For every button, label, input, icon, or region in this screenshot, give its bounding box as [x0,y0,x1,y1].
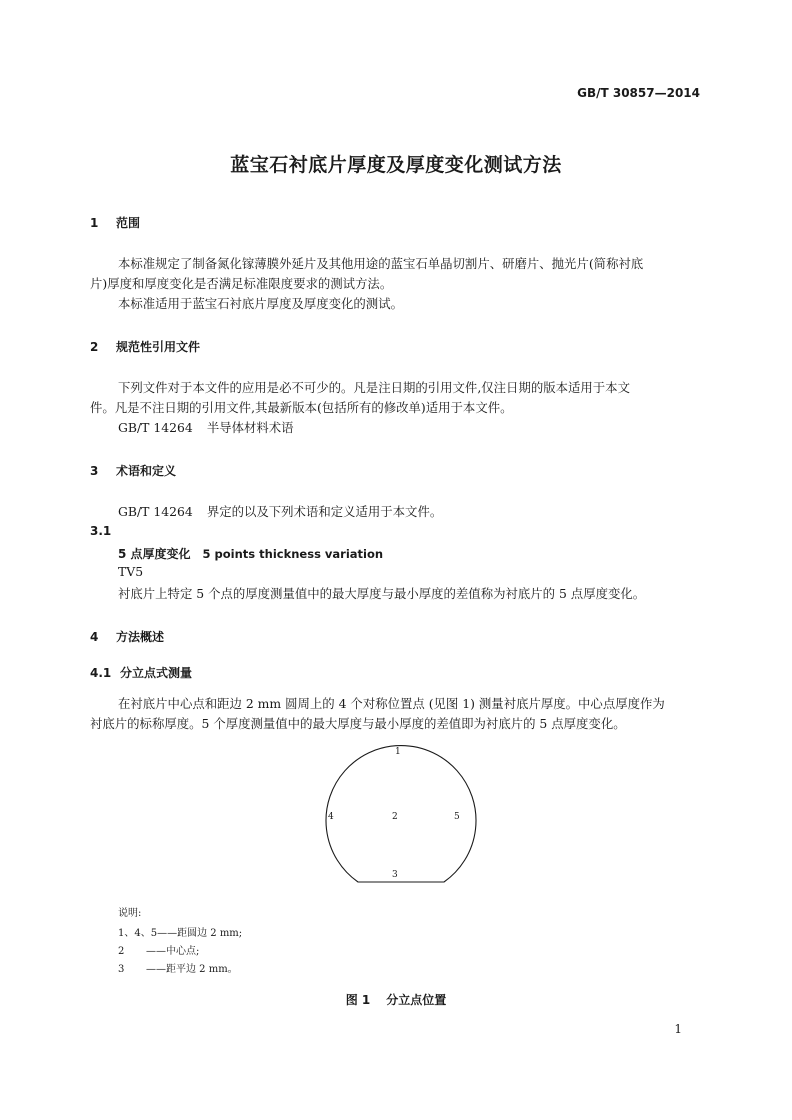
reference-title: 半导体材料术语 [206,420,294,435]
paragraph-line: 件。凡是不注日期的引用文件,其最新版本(包括所有的修改单)适用于本文件。 [90,400,513,415]
wafer-figure [312,738,482,886]
reference-entry [118,418,294,436]
section-title: 方法概述 [116,630,165,644]
paragraph-line: 下列文件对于本文件的应用是必不可少的。凡是注日期的引用文件,仅注日期的版本适用于本文 [118,380,630,395]
legend-key: 3 [118,964,125,975]
point-label-1: 1 [395,747,401,757]
section-number: 2 [90,340,99,354]
paragraph-line: 衬底片的标称厚度。5 个厚度测量值中的最大厚度与最小厚度的差值即为衬底片的 5 点厚度变化。 [90,716,626,731]
section-number: 4 [90,630,99,644]
term-definition: 衬底片上特定 5 个点的厚度测量值中的最大厚度与最小厚度的差值称为衬底片的 5 点厚度变化。 [118,586,646,601]
paragraph: 本标准适用于蓝宝石衬底片厚度及厚度变化的测试。 [118,296,403,311]
document-title: 蓝宝石衬底片厚度及厚度变化测试方法 [230,154,562,176]
section-title: 范围 [116,216,141,230]
legend-title: 说明: [118,908,142,919]
section-number: 1 [90,216,99,230]
legend-text: ——距平边 2 mm。 [146,964,238,975]
figure-caption [0,991,792,1008]
figure-caption-text: 分立点位置 [386,993,447,1007]
point-label-5: 5 [454,812,460,822]
paragraph-text: 界定的以及下列术语和定义适用于本文件。 [206,504,443,519]
section-3-heading [90,462,176,479]
legend-item [118,942,199,957]
paragraph-line: 在衬底片中心点和距边 2 mm 圆周上的 4 个对称位置点 (见图 1) 测量衬底片厚度。中心点厚度作为 [118,696,665,711]
paragraph-line: 本标准规定了制备氮化镓薄膜外延片及其他用途的蓝宝石单晶切割片、研磨片、抛光片(简称衬底 [118,256,644,271]
section-title: 术语和定义 [116,464,177,478]
legend-text: ——中心点; [146,946,200,957]
term-chinese: 5 点厚度变化 [118,547,191,561]
section-title: 规范性引用文件 [116,340,201,354]
term-number: 3.1 [90,524,112,538]
legend-text: ——距圆边 2 mm; [157,928,243,939]
term-abbreviation: TV5 [118,564,144,579]
point-label-3: 3 [392,870,398,880]
subsection-title: 分立点式测量 [120,666,193,680]
standard-code: GB/T 30857—2014 [577,86,700,100]
reference-code: GB/T 14264 [118,504,193,519]
section-2-heading [90,338,200,355]
paragraph-line: 片)厚度和厚度变化是否满足标准限度要求的测试方法。 [90,276,393,291]
legend-key: 1、4、5 [118,928,158,939]
reference-code: GB/T 14264 [118,420,193,435]
subsection-4-1-heading [90,664,192,681]
section-number: 3 [90,464,99,478]
section-1-heading [90,214,140,231]
subsection-number: 4.1 [90,666,112,680]
legend-item [118,924,242,939]
point-label-2: 2 [392,812,398,822]
term-english: 5 points thickness variation [202,547,384,561]
legend-key: 2 [118,946,125,957]
paragraph [118,502,442,520]
point-label-4: 4 [328,812,334,822]
legend-item [118,960,238,975]
figure-caption-number: 图 1 [345,993,371,1007]
section-4-heading [90,628,164,645]
term-entry [118,543,383,562]
page-number: 1 [674,1022,682,1036]
